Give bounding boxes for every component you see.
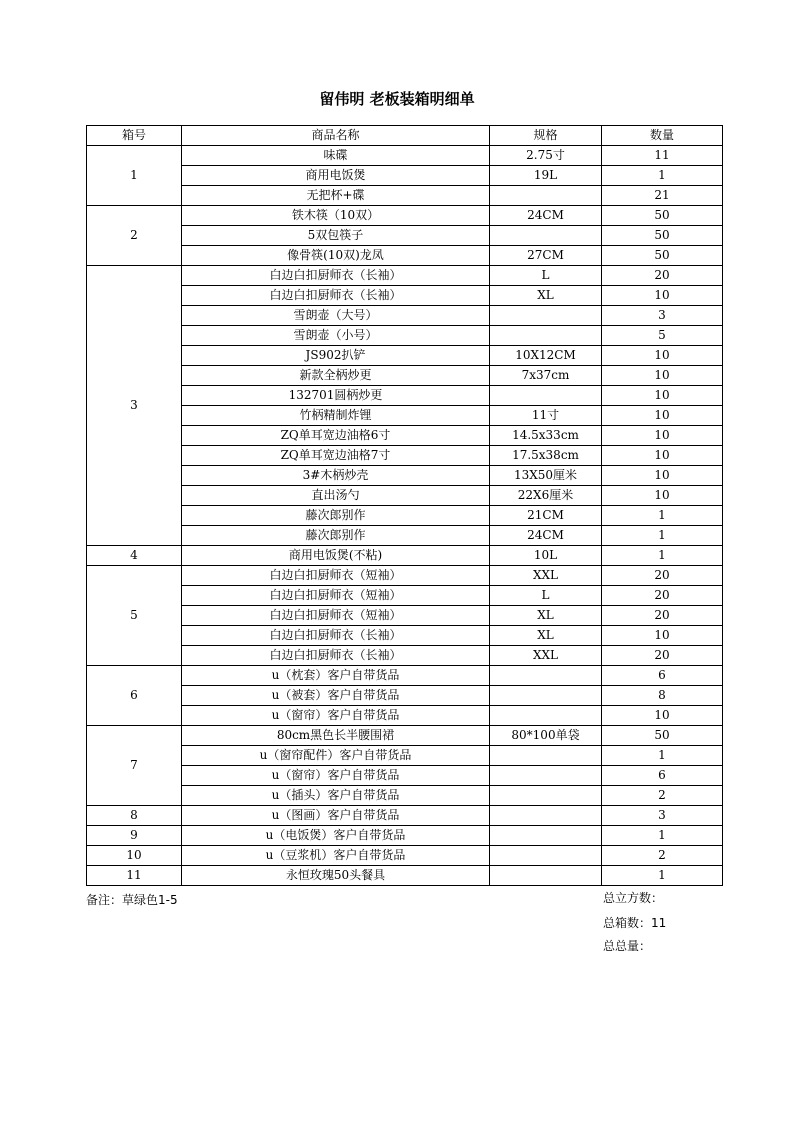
- table-row: [87, 446, 723, 466]
- item-qty-cell: 10: [602, 386, 723, 406]
- table-row: [87, 786, 723, 806]
- item-qty-cell: 1: [602, 166, 723, 186]
- box-number-cell: 8: [87, 806, 182, 826]
- table-body: [87, 146, 723, 886]
- item-name-cell: 味碟: [182, 146, 490, 166]
- item-name-cell: u（豆浆机）客户自带货品: [182, 846, 490, 866]
- table-row: [87, 706, 723, 726]
- box-number-cell: 10: [87, 846, 182, 866]
- item-qty-cell: 20: [602, 566, 723, 586]
- table-row: [87, 606, 723, 626]
- item-name-cell: u（窗帘）客户自带货品: [182, 766, 490, 786]
- table-row: [87, 566, 723, 586]
- item-spec-cell: 24CM: [490, 206, 602, 226]
- item-spec-cell: 2.75寸: [490, 146, 602, 166]
- total-boxes: 总箱数：11: [603, 916, 667, 930]
- item-qty-cell: 50: [602, 246, 723, 266]
- item-spec-cell: [490, 846, 602, 866]
- box-number-cell: 6: [87, 666, 182, 726]
- col-header-name: 商品名称: [182, 126, 490, 146]
- item-qty-cell: 20: [602, 586, 723, 606]
- item-spec-cell: 21CM: [490, 506, 602, 526]
- item-name-cell: u（被套）客户自带货品: [182, 686, 490, 706]
- item-spec-cell: 13X50厘米: [490, 466, 602, 486]
- item-qty-cell: 2: [602, 846, 723, 866]
- item-name-cell: JS902扒铲: [182, 346, 490, 366]
- table-row: [87, 466, 723, 486]
- item-name-cell: 5双包筷子: [182, 226, 490, 246]
- item-spec-cell: [490, 766, 602, 786]
- table-row: [87, 866, 723, 886]
- table-row: [87, 486, 723, 506]
- table-row: [87, 506, 723, 526]
- item-spec-cell: [490, 186, 602, 206]
- item-qty-cell: 1: [602, 526, 723, 546]
- table-row: [87, 726, 723, 746]
- item-name-cell: ZQ单耳宽边油格6寸: [182, 426, 490, 446]
- item-name-cell: u（枕套）客户自带货品: [182, 666, 490, 686]
- item-spec-cell: 22X6厘米: [490, 486, 602, 506]
- item-qty-cell: 10: [602, 346, 723, 366]
- item-spec-cell: 17.5x38cm: [490, 446, 602, 466]
- table-row: [87, 186, 723, 206]
- col-header-qty: 数量: [602, 126, 723, 146]
- item-spec-cell: 80*100单袋: [490, 726, 602, 746]
- item-name-cell: u（插头）客户自带货品: [182, 786, 490, 806]
- item-spec-cell: 14.5x33cm: [490, 426, 602, 446]
- item-name-cell: ZQ单耳宽边油格7寸: [182, 446, 490, 466]
- item-qty-cell: 10: [602, 466, 723, 486]
- item-qty-cell: 1: [602, 546, 723, 566]
- item-name-cell: 像骨筷(10双)龙凤: [182, 246, 490, 266]
- item-name-cell: 白边白扣厨师衣（长袖）: [182, 626, 490, 646]
- item-name-cell: 商用电饭煲(不粘): [182, 546, 490, 566]
- item-name-cell: 雪朗壶（大号）: [182, 306, 490, 326]
- item-qty-cell: 1: [602, 506, 723, 526]
- item-qty-cell: 11: [602, 146, 723, 166]
- item-spec-cell: 10X12CM: [490, 346, 602, 366]
- item-spec-cell: XL: [490, 626, 602, 646]
- table-row: [87, 426, 723, 446]
- item-qty-cell: 2: [602, 786, 723, 806]
- item-name-cell: 白边白扣厨师衣（短袖）: [182, 586, 490, 606]
- table-row: [87, 346, 723, 366]
- box-number-cell: 1: [87, 146, 182, 206]
- item-name-cell: u（窗帘配件）客户自带货品: [182, 746, 490, 766]
- item-qty-cell: 10: [602, 406, 723, 426]
- item-spec-cell: [490, 746, 602, 766]
- table-row: [87, 386, 723, 406]
- item-spec-cell: 19L: [490, 166, 602, 186]
- item-spec-cell: XXL: [490, 566, 602, 586]
- item-name-cell: 3#木柄炒壳: [182, 466, 490, 486]
- item-spec-cell: XXL: [490, 646, 602, 666]
- total-volume: 总立方数：: [603, 891, 664, 905]
- item-qty-cell: 10: [602, 366, 723, 386]
- table-row: [87, 626, 723, 646]
- item-name-cell: 白边白扣厨师衣（长袖）: [182, 646, 490, 666]
- item-name-cell: u（电饭煲）客户自带货品: [182, 826, 490, 846]
- table-row: [87, 766, 723, 786]
- item-qty-cell: 3: [602, 806, 723, 826]
- item-spec-cell: 24CM: [490, 526, 602, 546]
- total-weight: 总总量：: [603, 939, 652, 953]
- box-number-cell: 7: [87, 726, 182, 806]
- item-name-cell: 雪朗壶（小号）: [182, 326, 490, 346]
- table-row: [87, 826, 723, 846]
- item-name-cell: 白边白扣厨师衣（短袖）: [182, 606, 490, 626]
- item-qty-cell: 50: [602, 206, 723, 226]
- item-name-cell: 白边白扣厨师衣（长袖）: [182, 286, 490, 306]
- item-spec-cell: XL: [490, 606, 602, 626]
- table-header-row: [87, 126, 723, 146]
- item-qty-cell: 10: [602, 626, 723, 646]
- packing-table: [86, 125, 723, 886]
- item-spec-cell: 11寸: [490, 406, 602, 426]
- item-name-cell: u（窗帘）客户自带货品: [182, 706, 490, 726]
- item-spec-cell: [490, 786, 602, 806]
- item-spec-cell: [490, 666, 602, 686]
- item-name-cell: 直出汤勺: [182, 486, 490, 506]
- item-qty-cell: 10: [602, 486, 723, 506]
- table-row: [87, 586, 723, 606]
- box-number-cell: 9: [87, 826, 182, 846]
- item-name-cell: 白边白扣厨师衣（短袖）: [182, 566, 490, 586]
- item-spec-cell: [490, 226, 602, 246]
- box-number-cell: 11: [87, 866, 182, 886]
- item-name-cell: 无把杯+碟: [182, 186, 490, 206]
- item-name-cell: 藤次郎别作: [182, 506, 490, 526]
- table-row: [87, 746, 723, 766]
- item-qty-cell: 3: [602, 306, 723, 326]
- item-name-cell: 永恒玫瑰50头餐具: [182, 866, 490, 886]
- item-qty-cell: 10: [602, 446, 723, 466]
- item-qty-cell: 20: [602, 266, 723, 286]
- item-name-cell: 藤次郎别作: [182, 526, 490, 546]
- col-header-box: 箱号: [87, 126, 182, 146]
- item-name-cell: 80cm黑色长半腰围裙: [182, 726, 490, 746]
- item-qty-cell: 6: [602, 766, 723, 786]
- item-qty-cell: 10: [602, 706, 723, 726]
- item-spec-cell: [490, 826, 602, 846]
- table-row: [87, 406, 723, 426]
- item-name-cell: 新款全柄炒更: [182, 366, 490, 386]
- table-row: [87, 646, 723, 666]
- box-number-cell: 5: [87, 566, 182, 666]
- item-spec-cell: L: [490, 266, 602, 286]
- item-qty-cell: 5: [602, 326, 723, 346]
- item-spec-cell: L: [490, 586, 602, 606]
- item-name-cell: 132701圆柄炒更: [182, 386, 490, 406]
- item-qty-cell: 1: [602, 826, 723, 846]
- table-row: [87, 846, 723, 866]
- item-qty-cell: 50: [602, 226, 723, 246]
- table-row: [87, 686, 723, 706]
- table-row: [87, 206, 723, 226]
- col-header-spec: 规格: [490, 126, 602, 146]
- item-qty-cell: 21: [602, 186, 723, 206]
- item-qty-cell: 1: [602, 746, 723, 766]
- box-number-cell: 2: [87, 206, 182, 266]
- item-spec-cell: [490, 706, 602, 726]
- item-spec-cell: [490, 326, 602, 346]
- table-row: [87, 366, 723, 386]
- item-name-cell: 竹柄精制炸锂: [182, 406, 490, 426]
- item-spec-cell: XL: [490, 286, 602, 306]
- item-spec-cell: 10L: [490, 546, 602, 566]
- item-spec-cell: [490, 686, 602, 706]
- note: 备注：草绿色1-5: [86, 893, 178, 907]
- item-name-cell: 商用电饭煲: [182, 166, 490, 186]
- table-row: [87, 806, 723, 826]
- table-row: [87, 306, 723, 326]
- table-row: [87, 266, 723, 286]
- item-name-cell: u（图画）客户自带货品: [182, 806, 490, 826]
- table-row: [87, 246, 723, 266]
- box-number-cell: 4: [87, 546, 182, 566]
- table-row: [87, 146, 723, 166]
- item-qty-cell: 50: [602, 726, 723, 746]
- item-spec-cell: 7x37cm: [490, 366, 602, 386]
- item-spec-cell: 27CM: [490, 246, 602, 266]
- item-qty-cell: 6: [602, 666, 723, 686]
- table-row: [87, 326, 723, 346]
- table-row: [87, 666, 723, 686]
- table-row: [87, 526, 723, 546]
- item-qty-cell: 8: [602, 686, 723, 706]
- page-title: 留伟明 老板装箱明细单: [319, 90, 475, 108]
- item-qty-cell: 10: [602, 426, 723, 446]
- table-row: [87, 226, 723, 246]
- box-number-cell: 3: [87, 266, 182, 546]
- item-qty-cell: 10: [602, 286, 723, 306]
- table-row: [87, 166, 723, 186]
- item-qty-cell: 20: [602, 646, 723, 666]
- table-row: [87, 546, 723, 566]
- item-spec-cell: [490, 806, 602, 826]
- item-spec-cell: [490, 306, 602, 326]
- item-name-cell: 铁木筷（10双）: [182, 206, 490, 226]
- item-qty-cell: 20: [602, 606, 723, 626]
- item-spec-cell: [490, 386, 602, 406]
- table-row: [87, 286, 723, 306]
- item-name-cell: 白边白扣厨师衣（长袖）: [182, 266, 490, 286]
- item-qty-cell: 1: [602, 866, 723, 886]
- item-spec-cell: [490, 866, 602, 886]
